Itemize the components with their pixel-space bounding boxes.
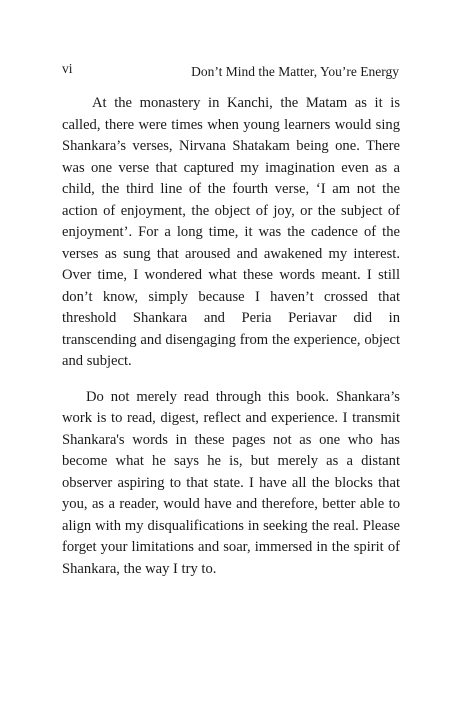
running-title: Don’t Mind the Matter, You’re Energy — [191, 64, 399, 79]
running-head — [62, 61, 399, 81]
paragraph-2: Do not merely read through this book. Shankara’s work is to read, digest, reflect and experience. I transmit Shankara's words in these pages not as one who has become what he says he is, but merely as a distant observer aspiring to that state. I have all the blocks that you, as a reader, would have and therefore, better able to align with my disqualifications in seeking the real. Please forget your limitations and soar, immersed in the spirit of Shankara, the way I try to. — [62, 388, 400, 577]
body-text — [62, 93, 400, 594]
page-number: vi — [62, 61, 73, 76]
paragraph-1: At the monastery in Kanchi, the Matam as it is called, there were times when young learners would sing Shankara’s verses, Nirvana Shatakam being one. There was one verse that captured my imagination even as a child, the third line of the fourth verse, ‘I am not the action of enjoyment, the object of joy, or the subject of enjoyment’. For a long time, it was the cadence of the verses as sung that aroused and awakened my interest. Over time, I wondered what these words meant. I still don’t know, simply because I haven’t crossed that threshold Shankara and Peria Periavar did in transcending and disengaging from the experience, object and subject. — [62, 95, 400, 369]
